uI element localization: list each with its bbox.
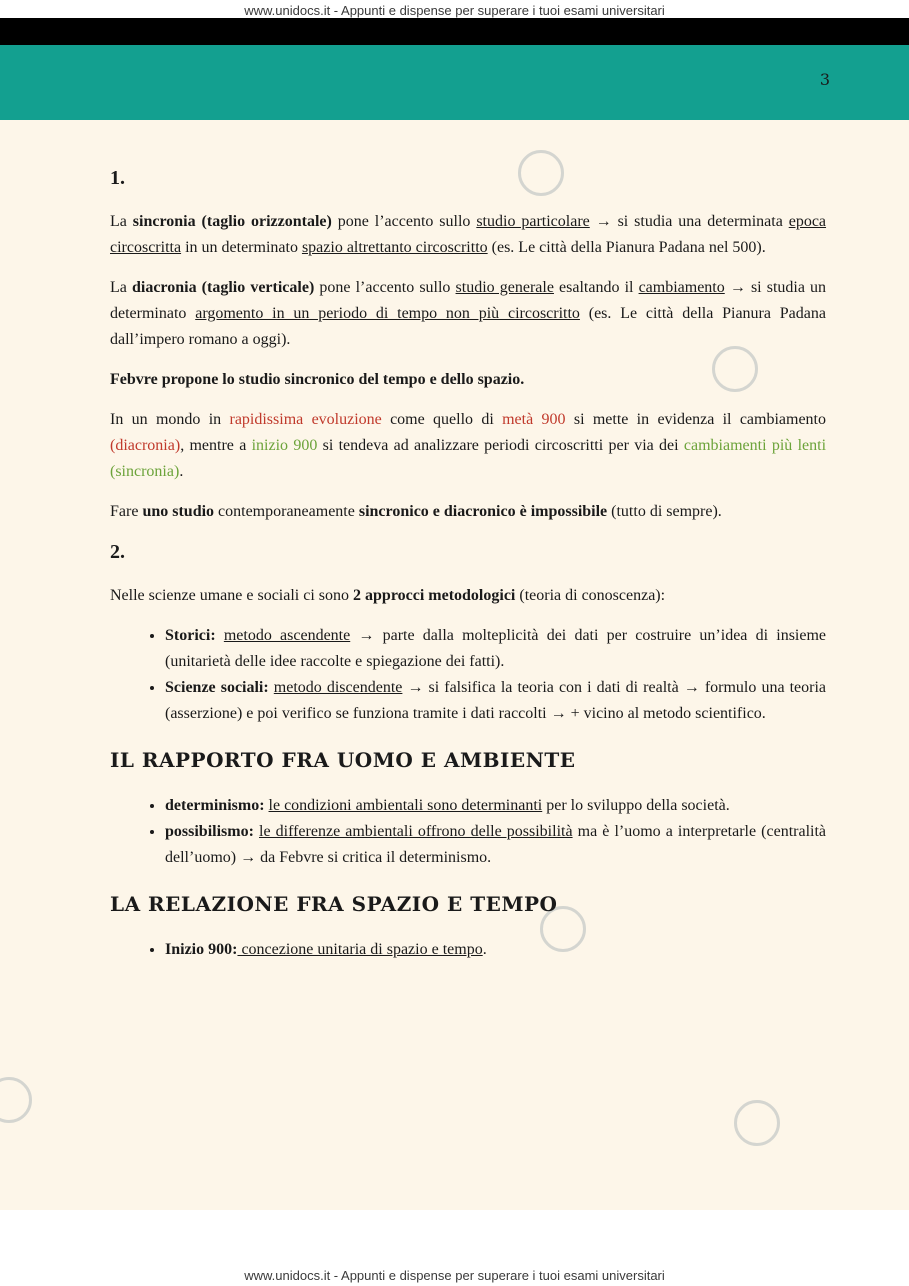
list-term: Inizio 900:: [165, 941, 238, 958]
underlined-text: studio generale: [455, 279, 554, 296]
list-item: [165, 675, 826, 727]
list-term: Scienze sociali:: [165, 679, 269, 696]
underlined-text: studio particolare: [476, 213, 590, 230]
section-number-2: 2.: [110, 541, 125, 563]
text: Fare: [110, 503, 143, 520]
watermark-banner-top: www.unidocs.it - Appunti e dispense per superare i tuoi esami universitari: [244, 3, 665, 18]
underlined-text: epoca circoscritta: [110, 213, 827, 256]
text: pone l’accento sullo: [314, 279, 456, 296]
list-term: possibilismo:: [165, 823, 254, 840]
term-sincronia: sincronia (taglio orizzontale): [132, 213, 332, 230]
page-number: 3: [819, 70, 830, 89]
highlight-red: metà 900: [502, 411, 566, 428]
text: .: [179, 463, 184, 480]
header-teal-bar: [0, 45, 909, 120]
underlined-text: metodo discendente: [273, 679, 403, 696]
text: come quello di: [381, 411, 503, 428]
underlined-text: concezione unitaria di spazio e tempo: [237, 941, 483, 958]
highlight-green: inizio 900: [251, 437, 318, 454]
text: si tendeva ad analizzare periodi circoscritti per via dei: [317, 437, 684, 454]
text: si mette in evidenza il cambiamento: [565, 411, 827, 428]
bold-text: 2 approcci metodologici: [353, 587, 516, 604]
text: esaltando il: [553, 279, 639, 296]
text: ma è l’uomo a interpretarle (centralità dell’uomo) → da Febvre si critica il determinismo.: [165, 823, 827, 866]
heading-relazione: LA RELAZIONE FRA SPAZIO E TEMPO: [110, 892, 558, 916]
paragraph-febvre: [110, 367, 826, 393]
text: In un mondo in: [110, 411, 230, 428]
text: (teoria di conoscenza):: [515, 587, 666, 604]
underlined-text: le condizioni ambientali sono determinanti: [268, 797, 543, 814]
document-body: [110, 165, 826, 977]
text: Nelle scienze umane e sociali ci sono: [110, 587, 354, 604]
text: → si studia una determinata: [589, 213, 789, 230]
underlined-text: cambiamento: [638, 279, 725, 296]
text: La: [110, 279, 132, 296]
underlined-text: metodo ascendente: [223, 627, 351, 644]
text: [216, 627, 224, 644]
unidocs-logo-icon: [734, 1100, 780, 1146]
text: → si falsifica la teoria con i dati di realtà → formulo una teoria (asserzione) e poi verifico se funziona tramite i dati raccolti → + vicino al metodo scientifico.: [165, 679, 827, 722]
list-relazione: [110, 937, 826, 963]
list-item: [165, 623, 826, 675]
section-number-1: 1.: [110, 167, 125, 189]
text: → si studia un determinato: [110, 279, 827, 322]
text: La: [110, 213, 133, 230]
highlight-red: (diacronia): [110, 437, 181, 454]
watermark-banner-bottom: www.unidocs.it - Appunti e dispense per superare i tuoi esami universitari: [244, 1268, 665, 1283]
bold-statement: Febvre propone lo studio sincronico del tempo e dello spazio.: [110, 371, 525, 388]
paragraph-approcci: [110, 583, 826, 609]
text: (es. Le città della Pianura Padana nel 500).: [487, 239, 766, 256]
highlight-red: rapidissima evoluzione: [229, 411, 382, 428]
text: pone l’accento sullo: [331, 213, 477, 230]
text: contemporaneamente: [214, 503, 359, 520]
list-term: determinismo:: [165, 797, 265, 814]
text: (es. Le città della Pianura Padana dall’impero romano a oggi).: [110, 305, 826, 348]
list-approcci: [110, 623, 826, 727]
heading-rapporto: IL RAPPORTO FRA UOMO E AMBIENTE: [110, 748, 576, 772]
paragraph-evoluzione: [110, 407, 826, 485]
header-black-bar: [0, 18, 909, 45]
list-item: [165, 793, 826, 819]
term-diacronia: diacronia (taglio verticale): [131, 279, 315, 296]
bold-text: sincronico e diacronico è impossibile: [358, 503, 608, 520]
underlined-text: spazio altrettanto circoscritto: [301, 239, 488, 256]
paragraph-diacronia: [110, 275, 826, 353]
list-rapporto: [110, 793, 826, 871]
text: per lo sviluppo della società.: [542, 797, 730, 814]
text: , mentre a: [180, 437, 252, 454]
list-term: Storici:: [165, 627, 216, 644]
underlined-text: argomento in un periodo di tempo non più circoscritto: [195, 305, 580, 322]
underlined-text: le differenze ambientali offrono delle possibilità: [259, 823, 573, 840]
paragraph-sincronia: [110, 209, 826, 261]
list-item: [165, 819, 826, 871]
text: in un determinato: [181, 239, 302, 256]
highlight-green: cambiamenti più lenti (sincronia): [110, 437, 827, 480]
bold-text: uno studio: [142, 503, 215, 520]
text: .: [482, 941, 487, 958]
text: (tutto di sempre).: [607, 503, 722, 520]
paragraph-studio: [110, 499, 826, 525]
list-item: [165, 937, 826, 963]
text: → parte dalla molteplicità dei dati per costruire un’idea di insieme (unitarietà delle idee raccolte e spiegazione dei fatti).: [165, 627, 827, 670]
